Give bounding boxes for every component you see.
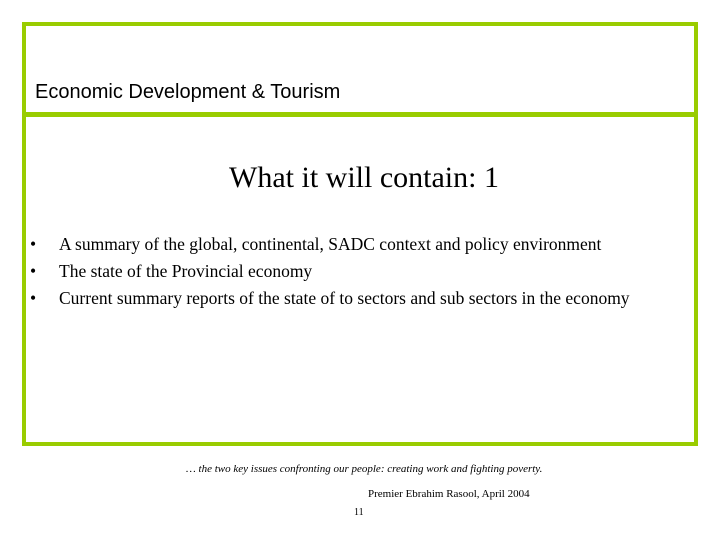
footer-attribution: Premier Ebrahim Rasool, April 2004 — [368, 488, 530, 500]
content-frame — [22, 113, 698, 446]
bullet-icon: • — [30, 234, 37, 254]
bullet-text: The state of the Provincial economy — [59, 261, 313, 281]
header-frame — [22, 22, 698, 116]
bullet-icon: • — [30, 261, 37, 281]
bullet-text: Current summary reports of the state of to sectors and sub sectors in the economy — [59, 288, 630, 308]
bullet-text: A summary of the global, continental, SADC context and policy environment — [59, 234, 602, 254]
header-title: Economic Development & Tourism — [35, 81, 341, 103]
bullet-list — [26, 231, 694, 311]
footer-quote: … the two key issues confronting our people: creating work and fighting poverty. — [186, 463, 543, 475]
bullet-item — [26, 285, 694, 311]
content-title: What it will contain: 1 — [229, 161, 499, 194]
bullet-item — [26, 231, 694, 258]
page-number: 11 — [354, 507, 364, 518]
bullet-icon: • — [30, 288, 37, 308]
bullet-item — [26, 258, 694, 285]
